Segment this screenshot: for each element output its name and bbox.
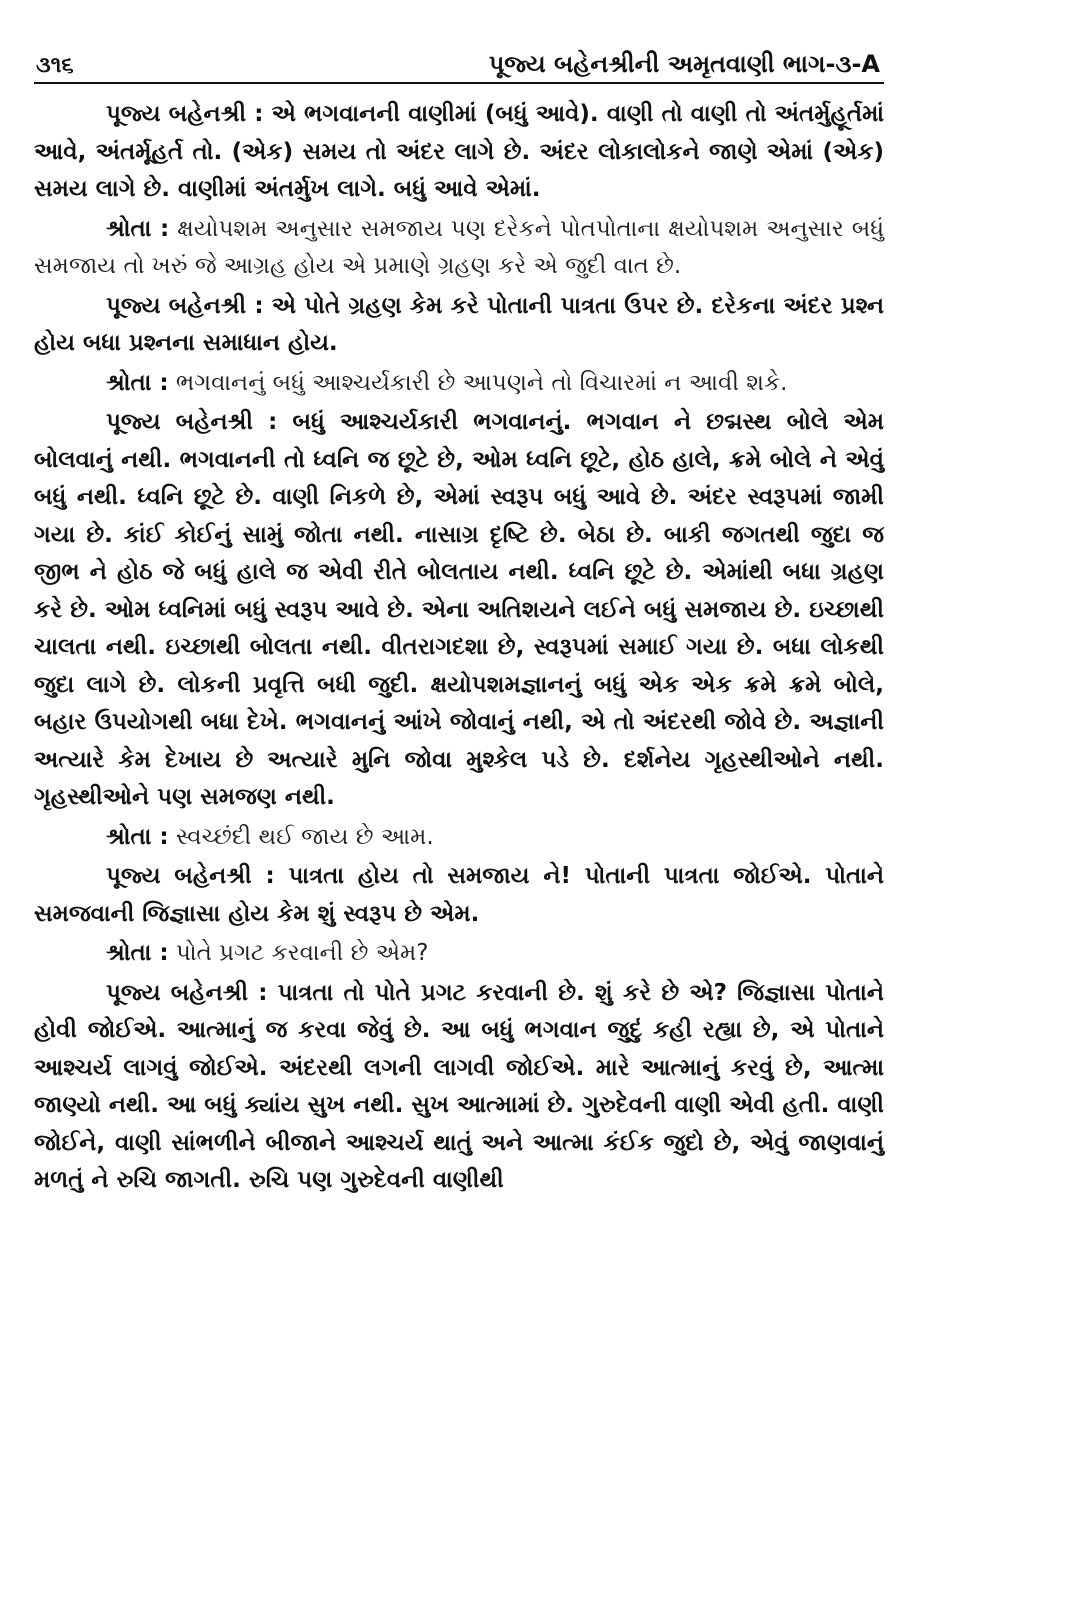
paragraph-text: એ પોતે ગ્રહણ કેમ કરે પોતાની પાત્રતા ઉપર છે. દરેકના અંદર પ્રશ્ન હોય બધા પ્રશ્નના સમાધાન હોય.: [34, 292, 884, 356]
page-header: [34, 38, 884, 84]
paragraph-text: સ્વચ્છંદી થઈ જાય છે આમ.: [168, 823, 434, 850]
document-page: [34, 38, 884, 1200]
speaker-label: પૂજ્ય બહેનશ્રી :: [106, 409, 278, 435]
paragraph-text: ભગવાનનું બધું આશ્ચર્યકારી છે આપણને તો વિચારમાં ન આવી શકે.: [168, 369, 788, 396]
page-body: [34, 96, 884, 1200]
speaker-label: શ્રોતા :: [106, 215, 170, 242]
speaker-label: શ્રોતા :: [106, 369, 169, 396]
paragraph-text: પોતે પ્રગટ કરવાની છે એમ?: [168, 940, 429, 966]
paragraph-shrota: [34, 365, 884, 403]
speaker-label: શ્રોતા :: [106, 823, 169, 850]
speaker-label: પૂજ્ય બહેનશ્રી :: [106, 979, 268, 1006]
running-title: પૂજ્ય બહેનશ્રીની અમૃતવાણી ભાગ-૩-A: [488, 50, 880, 78]
speaker-label: પૂજ્ય બહેનશ્રી :: [106, 292, 264, 319]
speaker-label: પૂજ્ય બહેનશ્રી :: [106, 863, 275, 889]
paragraph-text: એ ભગવાનની વાણીમાં (બધું આવે). વાણી તો વાણી તો અંતર્મુહૂર્તમાં આવે, અંતર્મૂહર્ત તો. (એક) સમય તો અંદર લાગે છે. અંદર લોકાલોકને જાણે એમાં (એક) સમય લાગે છે. વાણીમાં અંતર્મુખ લાગે. બધું આવે એમાં.: [34, 101, 884, 202]
paragraph-shrota: [34, 935, 884, 973]
paragraph-text: પાત્રતા તો પોતે પ્રગટ કરવાની છે. શું કરે છે એ? જિજ્ઞાસા પોતાને હોવી જોઈએ. આત્માનું જ કરવા જેવું છે. આ બધું ભગવાન જુદું કહી રહ્યા છે, એ પોતાને આશ્ચર્ય લાગવું જોઈએ. અંદરથી લગની લાગવી જોઈએ. મારે આત્માનું કરવું છે, આત્મા જાણ્યો નથી. આ બધું ક્યાંય સુખ નથી. સુખ આત્મામાં છે. ગુરુદેવની વાણી એવી હતી. વાણી જોઈને, વાણી સાંભળીને બીજાને આશ્ચર્ય થાતું અને આત્મા કંઈક જુદો છે, એવું જાણવાનું મળતું ને રુચિ જાગતી. રુચિ પણ ગુરુદેવની વાણીથી: [34, 979, 884, 1193]
page-number: ૩૧૬: [36, 53, 74, 78]
paragraph-shrota: [34, 819, 884, 857]
paragraph-bahenshri: [34, 96, 884, 209]
paragraph-text: પાત્રતા હોય તો સમજાય ને! પોતાની પાત્રતા જોઈએ. પોતાને સમજવાની જિજ્ઞાસા હોય કેમ શું સ્વરૂપ છે એમ.: [34, 863, 884, 927]
paragraph-bahenshri: [34, 288, 884, 363]
speaker-label: શ્રોતા :: [106, 940, 169, 966]
paragraph-text: બધું આશ્ચર્યકારી ભગવાનનું. ભગવાન ને છદ્મસ્થ બોલે એમ બોલવાનું નથી. ભગવાનની તો ધ્વનિ જ છૂટે છે, ઓમ ધ્વનિ છૂટે, હોઠ હાલે, ક્રમે બોલે ને એવું બધું નથી. ધ્વનિ છૂટે છે. વાણી નિકળે છે, એમાં સ્વરૂપ બધું આવે છે. અંદર સ્વરૂપમાં જામી ગયા છે. કાંઈ કોઈનું સામું જોતા નથી. નાસાગ્ર દૃષ્ટિ છે. બેઠા છે. બાકી જગતથી જુદા જ જીભ ને હોઠ જે બધું હાલે જ એવી રીતે બોલતાય નથી. ધ્વનિ છૂટે છે. એમાંથી બધા ગ્રહણ કરે છે. ઓમ ધ્વનિમાં બધું સ્વરૂપ આવે છે. એના અતિશયને લઈને બધું સમજાય છે. ઇચ્છાથી ચાલતા નથી. ઇચ્છાથી બોલતા નથી. વીતરાગદશા છે, સ્વરૂપમાં સમાઈ ગયા છે. બધા લોકથી જુદા લાગે છે. લોકની પ્રવૃત્તિ બધી જુદી. ક્ષયોપશમજ્ઞાનનું બધું એક એક ક્રમે ક્રમે બોલે, બહાર ઉપયોગથી બધા દેખે. ભગવાનનું આંખે જોવાનું નથી, એ તો અંદરથી જોવે છે. અજ્ઞાની અત્યારે કેમ દેખાય છે અત્યારે મુનિ જોવા મુશ્કેલ પડે છે. દર્શનેય ગૃહસ્થીઓને નથી. ગૃહસ્થીઓને પણ સમજણ નથી.: [34, 409, 884, 810]
paragraph-bahenshri: [34, 858, 884, 933]
paragraph-text: ક્ષયોપશમ અનુસાર સમજાય પણ દરેકને પોતપોતાના ક્ષયોપશમ અનુસાર બધું સમજાય તો ખરું જે આગ્રહ હોય એ પ્રમાણે ગ્રહણ કરે એ જુદી વાત છે.: [34, 215, 884, 279]
paragraph-shrota: [34, 211, 884, 286]
speaker-label: પૂજ્ય બહેનશ્રી :: [106, 101, 264, 127]
paragraph-bahenshri: [34, 975, 884, 1200]
paragraph-bahenshri: [34, 404, 884, 817]
